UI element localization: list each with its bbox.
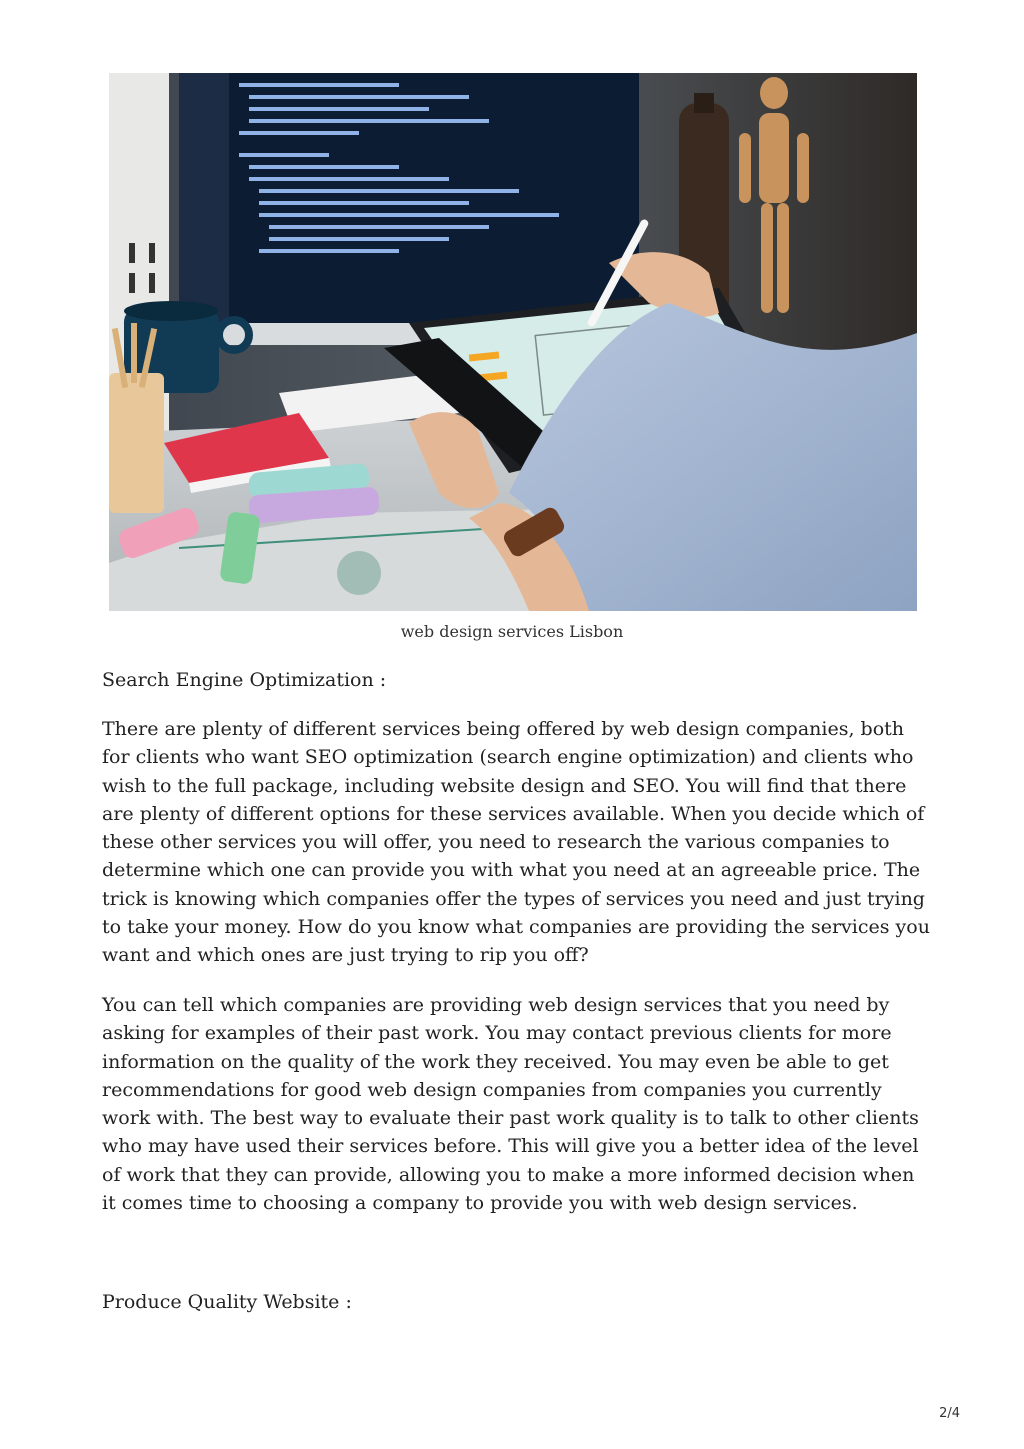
photo-caption: web design services Lisbon (400, 622, 624, 641)
paragraph-past-work: You can tell which companies are providing web design services that you need by asking for examples of their past work. You may contact previous clients for more information on the quality of the work they received. You may even be able to get recommendations for good web design companies from companies you currently work with. The best way to evaluate their past work quality is to talk to other clients who may have used their services before. This will give you a better idea of the level of work that they can provide, allowing you to make a more informed decision when it comes time to choosing a company to provide you with web design services. (102, 994, 919, 1215)
section-heading-quality-website: Produce Quality Website : (102, 1291, 352, 1313)
section-heading-seo: Search Engine Optimization : (102, 669, 387, 691)
article-photo (109, 73, 917, 611)
page-indicator: 2/4 (939, 1406, 960, 1421)
photo-illustration (109, 73, 917, 611)
paragraph-seo-services: There are plenty of different services being offered by web design companies, both for clients who want SEO optimization (search engine optimization) and clients who wish to the full package, including website design and SEO. You will find that there are plenty of different options for these services available. When you decide which of these other services you will offer, you need to research the various companies to determine which one can provide you with what you need at an agreeable price. The trick is knowing which companies offer the types of services you need and just trying to take your money. How do you know what companies are providing the services you want and which ones are just trying to rip you off? (102, 718, 930, 967)
